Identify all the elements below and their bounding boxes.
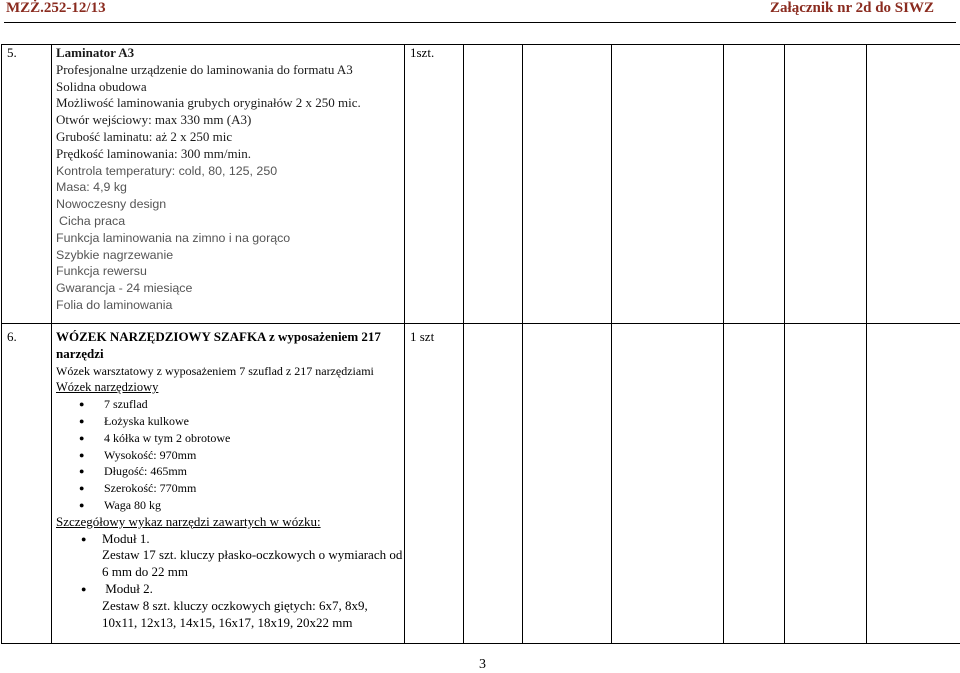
item-title: WÓZEK NARZĘDZIOWY SZAFKA z wyposażeniem 217 narzędzi xyxy=(56,329,381,361)
document-reference: MZŻ.252-12/13 xyxy=(6,0,106,16)
empty-cell xyxy=(523,45,612,324)
empty-cell xyxy=(464,324,523,644)
spec-line: Grubość laminatu: aż 2 x 250 mic xyxy=(56,128,233,144)
empty-cell xyxy=(724,45,785,324)
list-item: ● Łożyska kulkowe xyxy=(104,413,404,430)
empty-cell xyxy=(612,45,724,324)
row-number: 6. xyxy=(2,324,52,644)
list-item: ● Wysokość: 970mm xyxy=(104,447,404,464)
empty-cell xyxy=(867,324,960,644)
row-number: 5. xyxy=(2,45,52,324)
empty-cell xyxy=(785,324,867,644)
module-description: Zestaw 8 szt. kluczy oczkowych giętych: 6x7, 8x9, 10x11, 12x13, 14x15, 16x17, 18x19, 20x22 mm xyxy=(102,597,368,630)
empty-cell xyxy=(867,45,960,324)
empty-cell xyxy=(612,324,724,644)
spec-line: Solidna obudowa xyxy=(56,78,147,94)
table-row xyxy=(2,45,960,324)
quantity: 1szt. xyxy=(405,45,464,324)
spec-line: Otwór wejściowy: max 330 mm (A3) xyxy=(56,112,252,128)
list-item: ● Długość: 465mm xyxy=(104,463,404,480)
item-intro: Wózek warsztatowy z wyposażeniem 7 szuflad z 217 narzędziami xyxy=(56,363,374,378)
spec-line: Możliwość laminowania grubych oryginałów 2 x 250 mic. xyxy=(56,95,361,111)
spec-line: Gwarancja - 24 miesiące xyxy=(56,281,193,296)
spec-line: Funkcja laminowania na zimno i na gorąco xyxy=(56,230,291,245)
spec-line: Nowoczesny design xyxy=(56,197,167,212)
spec-line: Kontrola temperatury: cold, 80, 125, 250 xyxy=(56,163,278,178)
module-name: ● Moduł 2. xyxy=(102,580,153,596)
list-item xyxy=(102,581,404,631)
spec-line: Folia do laminowania xyxy=(56,297,173,312)
spec-line: Masa: 4,9 kg xyxy=(56,180,127,195)
quantity: 1 szt xyxy=(405,324,464,644)
list-item xyxy=(102,531,404,581)
module-name: ● Moduł 1. xyxy=(102,530,150,546)
empty-cell xyxy=(464,45,523,324)
empty-cell xyxy=(724,324,785,644)
spec-line: Prędkość laminowania: 300 mm/min. xyxy=(56,145,251,161)
spec-line: Profesjonalne urządzenie do laminowania do formatu A3 xyxy=(56,61,353,77)
item-description xyxy=(52,45,405,324)
item-title: Laminator A3 xyxy=(56,45,135,60)
spec-line: Szybkie nagrzewanie xyxy=(56,247,174,262)
items-table xyxy=(1,44,960,644)
list-item: ● Waga 80 kg xyxy=(104,497,404,514)
attachment-label: Załącznik nr 2d do SIWZ xyxy=(770,0,934,16)
table-row xyxy=(2,324,960,644)
feature-list xyxy=(56,396,404,514)
item-description xyxy=(52,324,405,644)
empty-cell xyxy=(523,324,612,644)
page-number: 3 xyxy=(479,657,486,672)
spec-line: Funkcja rewersu xyxy=(56,264,147,279)
module-list xyxy=(56,531,404,632)
module-description: Zestaw 17 szt. kluczy płasko-oczkowych o wymiarach od 6 mm do 22 mm xyxy=(102,547,403,580)
header-divider xyxy=(4,22,956,23)
list-item: ● 4 kółka w tym 2 obrotowe xyxy=(104,430,404,447)
list-item: ● Szerokość: 770mm xyxy=(104,480,404,497)
details-heading: Szczegółowy wykaz narzędzi zawartych w wózku: xyxy=(56,513,321,529)
spec-line: Cicha praca xyxy=(59,213,126,228)
subheading: Wózek narzędziowy xyxy=(56,380,159,395)
list-item: ● 7 szuflad xyxy=(104,396,404,413)
empty-cell xyxy=(785,45,867,324)
